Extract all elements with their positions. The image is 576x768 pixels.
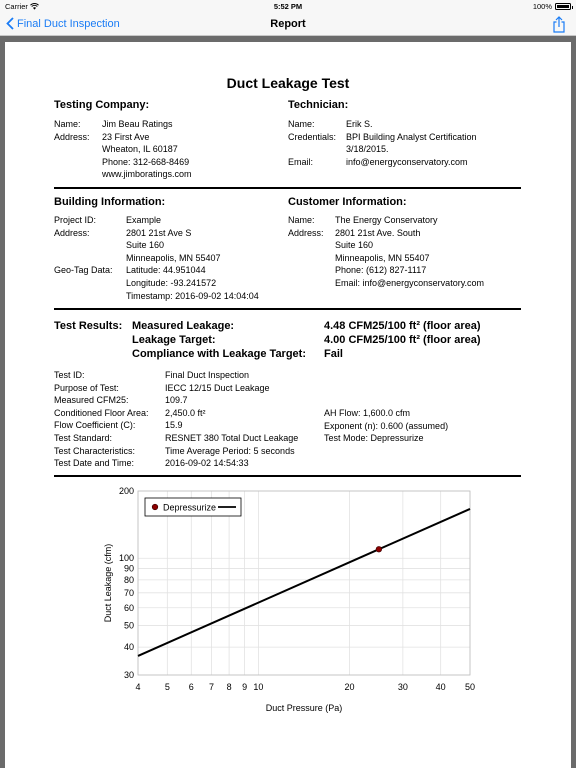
test-detail-row [324, 432, 524, 445]
x-tick-label: 50 [464, 682, 476, 692]
customer-info-row [288, 214, 528, 227]
battery-percent: 100% [532, 2, 552, 11]
y-axis-label: Duct Leakage (cfm) [103, 543, 113, 623]
field-value: Test Mode: Depressurize [324, 433, 424, 444]
report-page [5, 42, 571, 768]
test-detail-row [54, 369, 324, 382]
x-tick-label: 8 [226, 682, 232, 692]
y-tick-label: 60 [123, 602, 134, 613]
y-tick-label: 90 [123, 563, 134, 574]
building-info-row [54, 214, 284, 227]
building-info-details [54, 214, 284, 302]
field-value: Erik S. [346, 119, 373, 129]
technician-row [288, 131, 528, 144]
field-label: Conditioned Floor Area: [54, 407, 149, 418]
compliance-value: Fail [324, 348, 343, 360]
field-label: Test Date and Time: [54, 458, 135, 469]
field-value: Jim Beau Ratings [102, 119, 173, 129]
x-tick-label: 40 [435, 682, 446, 692]
field-label [288, 239, 335, 252]
test-detail-row [54, 382, 324, 395]
clock: 5:52 PM [273, 2, 303, 11]
customer-info-row [288, 277, 528, 290]
test-detail-row [54, 419, 324, 432]
field-value: 15.9 [165, 420, 183, 431]
test-detail-row [54, 432, 324, 445]
field-label: Measured CFM25: [54, 395, 129, 406]
section-divider [54, 475, 521, 477]
field-value: Phone: 312-668-8469 [102, 156, 190, 167]
field-value: Wheaton, IL 60187 [102, 144, 178, 155]
nav-title: Report [270, 18, 306, 30]
field-value: 3/18/2015. [346, 144, 389, 155]
testing-company-row [54, 118, 279, 131]
y-tick-label: 200 [118, 486, 134, 496]
field-value: 2,450.0 ft² [165, 407, 206, 418]
measured-leakage-label: Measured Leakage: [132, 320, 235, 332]
x-axis-label: Duct Pressure (Pa) [265, 703, 343, 713]
leakage-target-value: 4.00 CFM25/100 ft² (floor area) [324, 334, 481, 346]
customer-info-details [288, 214, 528, 290]
battery-icon [555, 3, 571, 10]
field-value: BPI Building Analyst Certification [346, 131, 477, 142]
field-value: AH Flow: 1,600.0 cfm [324, 408, 411, 418]
building-info-row [54, 227, 284, 240]
field-value: 2801 21st Ave. South [335, 227, 421, 238]
section-divider [54, 308, 521, 310]
test-detail-row [324, 420, 524, 433]
test-details-extra [324, 407, 524, 445]
field-label [54, 239, 126, 252]
technician-row [288, 156, 528, 169]
leakage-target-label: Leakage Target: [132, 334, 216, 346]
field-value: Suite 160 [126, 240, 165, 251]
share-icon[interactable] [552, 16, 566, 33]
field-label: Address: [54, 227, 90, 238]
test-detail-row [54, 457, 324, 470]
compliance-label: Compliance with Leakage Target: [132, 348, 307, 360]
building-info-heading: Building Information: [54, 196, 166, 208]
data-point [376, 546, 382, 552]
technician-row [288, 118, 528, 131]
test-detail-row [54, 394, 324, 407]
field-label: Address: [288, 227, 324, 238]
testing-company-row [54, 168, 279, 181]
field-value: 2801 21st Ave S [126, 227, 192, 238]
field-value: The Energy Conservatory [335, 215, 438, 225]
field-label: Test Characteristics: [54, 445, 136, 456]
field-value: info@energyconservatory.com [346, 156, 468, 167]
y-tick-label: 40 [123, 642, 134, 653]
test-detail-row [54, 407, 324, 420]
field-value: Example [126, 215, 162, 225]
building-info-row [54, 290, 284, 303]
y-tick-label: 50 [123, 620, 134, 631]
building-info-row [54, 239, 284, 252]
back-button-label: Final Duct Inspection [17, 17, 120, 30]
legend-marker [152, 504, 158, 510]
field-value: 109.7 [165, 395, 188, 406]
customer-info-row [288, 239, 528, 252]
testing-company-row [54, 156, 279, 169]
carrier-text: Carrier [5, 2, 28, 11]
technician-row [288, 143, 528, 156]
field-value: Phone: (612) 827-1117 [335, 265, 427, 276]
field-label: Test ID: [54, 370, 85, 380]
customer-info-heading: Customer Information: [288, 196, 407, 208]
field-value: Minneapolis, MN 55407 [335, 252, 430, 263]
field-value: Latitude: 44.951044 [126, 265, 206, 276]
field-label [288, 143, 346, 156]
field-label: Name: [288, 119, 315, 129]
x-tick-label: 5 [164, 682, 170, 692]
field-label [288, 252, 335, 265]
test-detail-row [54, 445, 324, 458]
field-value: Timestamp: 2016-09-02 14:04:04 [126, 290, 259, 301]
field-label [54, 168, 102, 181]
field-label [54, 143, 102, 156]
field-label: Email: [288, 156, 314, 167]
section-divider [54, 187, 521, 189]
x-tick-label: 30 [397, 682, 408, 692]
field-label [54, 290, 126, 303]
field-label [54, 277, 126, 290]
battery-status [533, 2, 571, 11]
y-tick-label: 70 [123, 587, 134, 598]
field-value: Longitude: -93.241572 [126, 277, 217, 288]
x-tick-label: 20 [344, 682, 355, 692]
status-bar [0, 0, 576, 14]
field-value: Exponent (n): 0.600 (assumed) [324, 420, 449, 431]
technician-details [288, 118, 528, 168]
testing-company-heading: Testing Company: [54, 99, 150, 111]
building-info-row [54, 252, 284, 265]
customer-info-row [288, 227, 528, 240]
field-value: IECC 12/15 Duct Leakage [165, 382, 270, 393]
field-label: Flow Coefficient (C): [54, 420, 136, 431]
field-value: www.jimboratings.com [102, 169, 192, 180]
duct-leakage-chart [95, 483, 495, 723]
field-label [54, 156, 102, 169]
x-tick-label: 7 [209, 682, 215, 692]
test-details [54, 369, 324, 470]
x-tick-label: 10 [253, 682, 264, 692]
field-value: Suite 160 [335, 240, 374, 251]
field-value: Minneapolis, MN 55407 [126, 252, 221, 263]
test-detail-row [324, 407, 524, 420]
measured-leakage-value: 4.48 CFM25/100 ft² (floor area) [324, 320, 481, 332]
field-label: Test Standard: [54, 432, 113, 443]
testing-company-row [54, 143, 279, 156]
x-tick-label: 6 [188, 682, 194, 692]
technician-heading: Technician: [288, 99, 349, 111]
field-value: RESNET 380 Total Duct Leakage [165, 432, 299, 443]
test-results-heading: Test Results: [54, 320, 123, 332]
y-tick-label: 30 [123, 670, 134, 680]
field-label [54, 252, 126, 265]
legend-label: Depressurize [163, 502, 217, 513]
field-value: Email: info@energyconservatory.com [335, 277, 485, 288]
field-value: Final Duct Inspection [165, 370, 250, 380]
testing-company-details [54, 118, 279, 181]
fit-line [138, 509, 470, 656]
y-tick-label: 80 [123, 574, 134, 585]
navigation-bar [0, 14, 576, 36]
field-label [288, 264, 335, 277]
field-label: Address: [54, 131, 90, 142]
field-value: 2016-09-02 14:54:33 [165, 458, 249, 469]
field-value: 23 First Ave [102, 131, 150, 142]
field-label: Purpose of Test: [54, 382, 119, 393]
building-info-row [54, 277, 284, 290]
customer-info-row [288, 264, 528, 277]
field-label: Geo-Tag Data: [54, 265, 113, 276]
field-label: Credentials: [288, 131, 337, 142]
report-title: Duct Leakage Test [226, 75, 350, 91]
field-label [288, 277, 335, 290]
field-label: Name: [54, 119, 81, 129]
building-info-row [54, 264, 284, 277]
field-value: Time Average Period: 5 seconds [165, 445, 295, 456]
y-tick-label: 100 [118, 553, 134, 564]
field-label: Name: [288, 215, 315, 225]
customer-info-row [288, 252, 528, 265]
field-label: Project ID: [54, 215, 97, 225]
x-tick-label: 4 [135, 682, 141, 692]
x-tick-label: 9 [242, 682, 248, 692]
testing-company-row [54, 131, 279, 144]
